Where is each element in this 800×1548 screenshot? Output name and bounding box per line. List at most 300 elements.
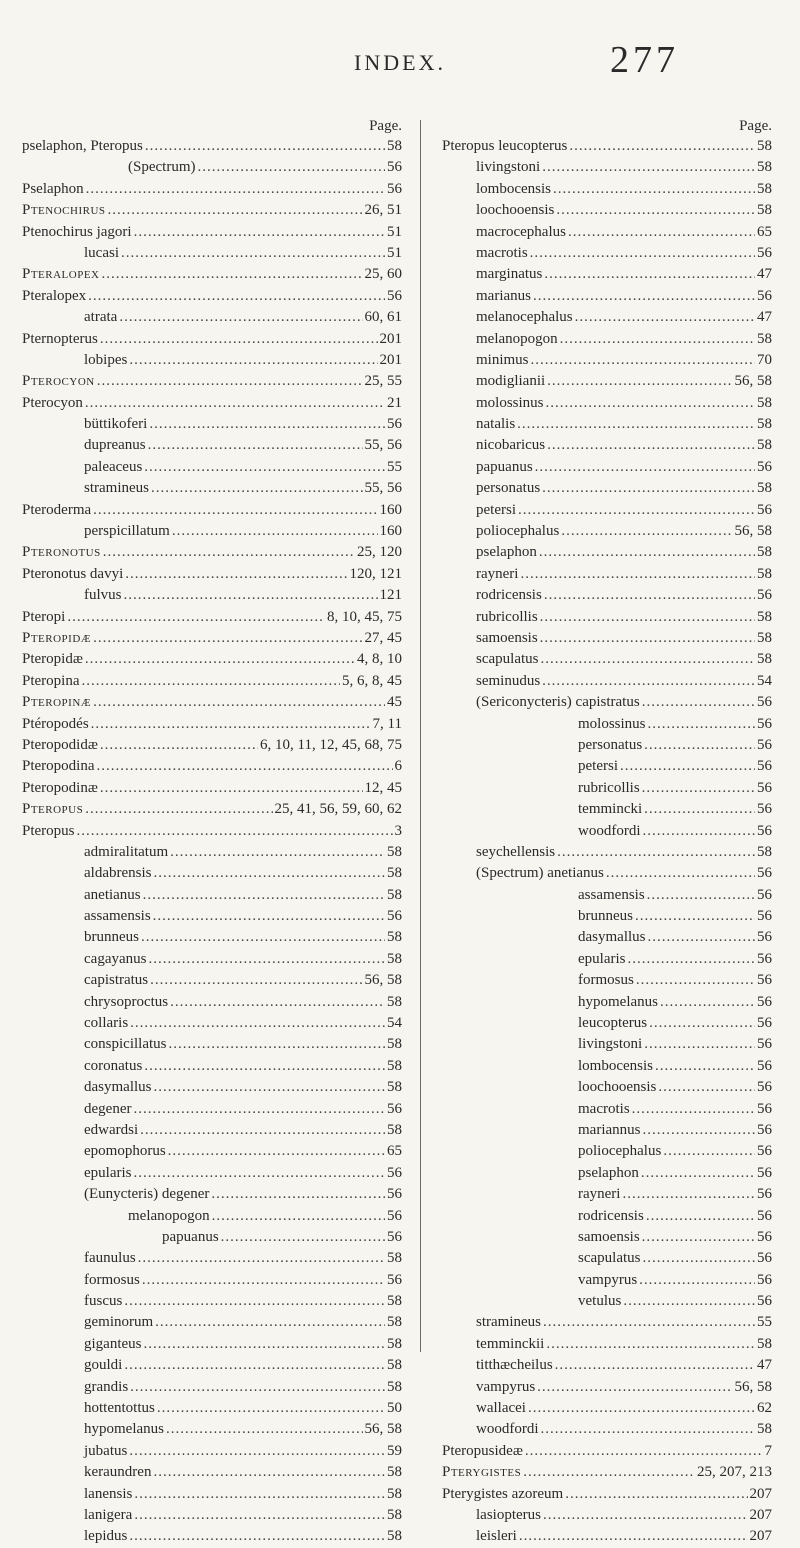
entry-page-ref: 6 [394,758,402,775]
entry-term: macrocephalus [476,223,566,240]
entry-page-ref: 56 [757,1271,772,1288]
index-entry [22,842,402,863]
dot-leader [648,927,756,948]
page-header [0,0,800,80]
index-entry [442,564,772,585]
page-column-heading: Page. [369,118,402,134]
entry-term: pselaphon [578,1164,639,1181]
entry-page-ref: 56 [757,458,772,475]
dot-leader [144,1056,385,1077]
index-entry [22,200,402,221]
entry-page-ref: 58 [387,1293,402,1310]
index-entry [22,1013,402,1034]
index-entry [22,435,402,456]
index-entry [442,371,772,392]
index-entry [442,885,772,906]
entry-term: macrotis [476,244,528,261]
entry-term: stramineus [84,480,149,497]
entry-term: stramineus [476,1314,541,1331]
entry-page-ref: 21 [387,394,402,411]
dot-leader [543,1505,748,1526]
index-entry [22,329,402,350]
index-entry [442,628,772,649]
index-entry [22,157,402,178]
index-entry [22,564,402,585]
entry-page-ref: 50 [387,1400,402,1417]
index-entry [22,607,402,628]
entry-page-ref: 56 [757,950,772,967]
index-entry [22,671,402,692]
entry-page-ref: 58 [387,1057,402,1074]
entry-page-ref: 56 [387,1207,402,1224]
index-entry [442,1077,772,1098]
index-entry [22,949,402,970]
dot-leader [575,307,755,328]
entry-term: Pteropi [22,608,66,625]
dot-leader [543,1312,755,1333]
index-entry [442,457,772,478]
entry-page-ref: 58 [757,565,772,582]
dot-leader [542,157,755,178]
index-entry [442,1484,772,1505]
entry-page-ref: 58 [387,993,402,1010]
entry-term: papuanus [476,458,533,475]
index-entry [22,970,402,991]
column-divider [420,120,421,1352]
entry-page-ref: 56 [757,501,772,518]
entry-term: molossinus [476,394,544,411]
dot-leader [85,393,385,414]
entry-page-ref: 56 [757,1164,772,1181]
dot-leader [642,692,755,713]
dot-leader [627,949,755,970]
entry-term: personatus [578,736,643,753]
entry-term: minimus [476,351,529,368]
index-entry [22,649,402,670]
dot-leader [639,1270,755,1291]
entry-term: anetianus [84,886,141,903]
entry-page-ref: 70 [757,351,772,368]
index-entry [442,500,772,521]
index-entry [442,992,772,1013]
dot-leader [644,1034,755,1055]
entry-term: rayneri [578,1186,621,1203]
entry-page-ref: 56 [757,972,772,989]
dot-leader [655,1056,755,1077]
entry-page-ref: 58 [387,886,402,903]
dot-leader [100,778,363,799]
entry-term: wallacei [476,1400,526,1417]
entry-term: paleaceus [84,458,143,475]
entry-term: Pterocyon [22,394,83,411]
entry-page-ref: 58 [757,180,772,197]
dot-leader [642,1120,755,1141]
entry-term: vetulus [578,1293,622,1310]
entry-term: Pteralopex [22,266,100,283]
dot-leader [144,1334,386,1355]
entry-term: petersi [578,758,618,775]
index-entry [442,329,772,350]
dot-leader [542,478,755,499]
entry-page-ref: 58 [757,330,772,347]
entry-page-ref: 58 [387,929,402,946]
index-column-right [442,116,772,1548]
entry-page-ref: 65 [387,1143,402,1160]
entry-term: perspicillatum [84,523,170,540]
index-entry [22,1312,402,1333]
index-entry [442,649,772,670]
index-entry [442,735,772,756]
index-entry [442,264,772,285]
entry-page-ref: 207 [749,1485,772,1502]
entry-term: dasymallus [578,929,646,946]
dot-leader [643,821,756,842]
entry-term: degener [84,1100,132,1117]
entry-page-ref: 47 [757,309,772,326]
index-entry [22,1034,402,1055]
index-entry [22,500,402,521]
dot-leader [153,906,385,927]
index-entry [442,1034,772,1055]
dot-leader [93,628,362,649]
dot-leader [102,264,363,285]
entry-term: lucasi [84,244,119,261]
entry-page-ref: 56 [757,244,772,261]
index-entry [442,243,772,264]
dot-leader [153,863,385,884]
dot-leader [530,243,755,264]
entry-term: (Eunycteris) degener [84,1186,210,1203]
entry-page-ref: 56 [757,929,772,946]
entry-term: Pterygistes [442,1464,522,1481]
index-entry [22,585,402,606]
index-entry [22,1206,402,1227]
entry-term: vampyrus [578,1271,638,1288]
index-entry [22,714,402,735]
entry-term: (Spectrum) anetianus [476,865,604,882]
index-entry [442,607,772,628]
index-entry [442,756,772,777]
index-entry [442,671,772,692]
index-entry [442,350,772,371]
entry-term: epularis [84,1164,132,1181]
index-entry [22,756,402,777]
entry-term: lasiopterus [476,1507,541,1523]
entry-term: formosus [84,1271,140,1288]
entry-term: lombocensis [476,180,551,197]
dot-leader [211,1184,385,1205]
entry-term: poliocephalus [476,523,560,540]
entry-term: Pterocyon [22,373,95,390]
dot-leader [539,542,755,563]
entry-page-ref: 201 [379,351,402,368]
entry-page-ref: 58 [757,159,772,176]
dot-leader [121,243,385,264]
index-entry [22,863,402,884]
entry-term: Pteropusideæ [442,1442,523,1459]
dot-leader [168,1141,385,1162]
entry-term: gouldi [84,1357,123,1374]
entry-page-ref: 56 [757,865,772,882]
entry-term: aldabrensis [84,865,152,882]
entry-term: Pteropidæ [22,651,83,668]
index-entry [22,264,402,285]
entry-term: chrysoproctus [84,993,169,1010]
entry-page-ref: 58 [387,1528,402,1545]
entry-page-ref: 58 [757,1421,772,1438]
entry-page-ref: 58 [757,138,772,154]
index-entry [442,906,772,927]
dot-leader [97,371,363,392]
dot-leader [533,286,755,307]
dot-leader [544,264,755,285]
dot-leader [169,1034,386,1055]
dot-leader [560,329,755,350]
dot-leader [93,500,377,521]
entry-page-ref: 201 [379,330,402,347]
index-entry [442,1419,772,1440]
dot-leader [537,1377,732,1398]
index-entry [442,1184,772,1205]
entry-term: samoensis [578,1228,640,1245]
index-entry [442,1377,772,1398]
index-entry [442,179,772,200]
dot-leader [134,1484,385,1505]
entry-page-ref: 160 [379,501,402,518]
entry-page-ref: 56 [387,287,402,304]
entry-term: Pteralopex [22,287,87,304]
index-entry [22,778,402,799]
entry-term: Ptenochirus jagori [22,223,132,240]
index-entry [442,136,772,157]
index-entry [442,1206,772,1227]
index-entry [442,307,772,328]
entry-term: rodricensis [578,1207,644,1224]
dot-leader [568,222,755,243]
entry-term: personatus [476,480,541,497]
entry-term: melanopogon [128,1207,210,1224]
entry-term: geminorum [84,1314,154,1331]
index-entry [22,1334,402,1355]
entry-page-ref: 56 [387,1228,402,1245]
entry-page-ref: 58 [387,843,402,860]
dot-leader [635,906,755,927]
entry-page-ref: 25, 55 [364,373,402,390]
entry-page-ref: 58 [757,437,772,454]
index-entry [22,1398,402,1419]
index-entry [442,1355,772,1376]
entry-term: fulvus [84,587,122,604]
dot-leader [546,393,755,414]
entry-page-ref: 25, 120 [357,544,402,561]
entry-page-ref: 56 [757,1186,772,1203]
entry-term: collaris [84,1015,129,1032]
dot-leader [546,1334,755,1355]
index-entry [22,927,402,948]
entry-page-ref: 56 [757,1057,772,1074]
index-entry [442,1334,772,1355]
index-entry [442,200,772,221]
entry-page-ref: 56 [757,287,772,304]
entry-term: dasymallus [84,1079,152,1096]
entry-term: petersi [476,501,516,518]
entry-page-ref: 62 [757,1400,772,1417]
entry-page-ref: 58 [387,1485,402,1502]
entry-term: woodfordi [578,822,641,839]
dot-leader [129,1441,385,1462]
entry-page-ref: 58 [387,865,402,882]
entry-term: scapulatus [476,651,539,668]
entry-term: formosus [578,972,634,989]
entry-term: mariannus [578,1121,641,1138]
index-entry [442,1248,772,1269]
index-entry [22,478,402,499]
index-entry [442,435,772,456]
index-entry [442,478,772,499]
dot-leader [517,414,755,435]
index-entry [442,414,772,435]
dot-leader [606,863,755,884]
index-entry [22,307,402,328]
entry-term: loochooensis [578,1079,657,1096]
entry-term: vampyrus [476,1378,536,1395]
index-entry [442,1312,772,1333]
dot-leader [86,179,385,200]
entry-page-ref: 55, 56 [364,480,402,497]
index-entry [22,1526,402,1547]
entry-term: poliocephalus [578,1143,662,1160]
index-entry [22,350,402,371]
dot-leader [646,1206,755,1227]
dot-leader [649,1013,755,1034]
entry-page-ref: 56 [387,908,402,925]
dot-leader [641,1163,755,1184]
entry-page-ref: 56 [757,1250,772,1267]
index-entry [22,885,402,906]
entry-page-ref: 58 [757,629,772,646]
entry-page-ref: 56, 58 [734,523,772,540]
entry-page-ref: 51 [387,244,402,261]
entry-term: Pteropus [22,822,75,839]
index-entry [442,286,772,307]
dot-leader [151,478,363,499]
dot-leader [528,1398,755,1419]
dot-leader [108,200,363,221]
index-entry [442,585,772,606]
entry-page-ref: 4, 8, 10 [357,651,402,668]
entry-term: leisleri [476,1528,517,1545]
dot-leader [565,1484,747,1505]
index-entry [22,1419,402,1440]
index-entry [22,1056,402,1077]
entry-term: Ptéropodés [22,715,89,732]
entry-page-ref: 56 [757,801,772,818]
entry-page-ref: 5, 6, 8, 45 [342,672,402,689]
page-column-heading: Page. [739,118,772,134]
entry-term: atrata [84,309,118,326]
dot-leader [525,1441,763,1462]
entry-term: hypomelanus [578,993,658,1010]
entry-page-ref: 56 [757,822,772,839]
dot-leader [520,564,755,585]
index-entry [22,1077,402,1098]
dot-leader [140,1120,385,1141]
dot-leader [100,329,378,350]
index-entry [442,970,772,991]
entry-page-ref: 56, 58 [734,373,772,390]
entry-term: assamensis [578,886,645,903]
entry-page-ref: 58 [757,544,772,561]
index-entry [442,1462,772,1483]
entry-term: papuanus [162,1228,219,1245]
index-entry [442,1120,772,1141]
entry-term: pselaphon [476,544,537,561]
dot-leader [642,1248,755,1269]
entry-page-ref: 56 [757,1015,772,1032]
index-entry [442,1163,772,1184]
entry-term: brunneus [578,908,633,925]
entry-page-ref: 56 [387,1100,402,1117]
entry-page-ref: 56 [757,908,772,925]
entry-term: edwardsi [84,1121,139,1138]
entry-page-ref: 207 [749,1528,772,1545]
entry-page-ref: 120, 121 [349,565,402,582]
index-entry [22,1441,402,1462]
index-entry [442,1270,772,1291]
dot-leader [642,778,755,799]
entry-term: Pteropodidæ [22,736,98,753]
entry-page-ref: 47 [757,266,772,283]
dot-leader [632,1099,755,1120]
index-entry [22,179,402,200]
entry-term: Pterygistes azoreum [442,1485,564,1502]
running-title: INDEX. [354,50,446,75]
index-entry [442,927,772,948]
index-entry [442,799,772,820]
entry-term: Pteroderma [22,501,92,518]
dot-leader [150,970,362,991]
dot-leader [85,649,355,670]
entry-page-ref: 56 [387,180,402,197]
dot-leader [523,1462,695,1483]
entry-page-ref: 56 [757,1143,772,1160]
dot-leader [644,735,755,756]
dot-leader [212,1206,385,1227]
entry-term: natalis [476,416,516,433]
entry-page-ref: 45 [387,694,402,711]
index-entry [22,457,402,478]
dot-leader [541,1419,756,1440]
dot-leader [172,521,378,542]
index-entry [22,1291,402,1312]
dot-leader [197,157,385,178]
entry-term: lanigera [84,1507,133,1523]
dot-leader [133,1099,385,1120]
entry-term: livingstoni [476,159,541,176]
entry-page-ref: 7 [764,1442,772,1459]
dot-leader [119,307,362,328]
dot-leader [540,649,755,670]
dot-leader [143,885,385,906]
entry-page-ref: 58 [387,138,402,154]
entry-page-ref: 25, 207, 213 [697,1464,772,1481]
entry-page-ref: 59 [387,1442,402,1459]
entry-page-ref: 56, 58 [734,1378,772,1395]
dot-leader [149,414,385,435]
dot-leader [658,1077,755,1098]
entry-term: coronatus [84,1057,143,1074]
index-entry [442,1526,772,1547]
